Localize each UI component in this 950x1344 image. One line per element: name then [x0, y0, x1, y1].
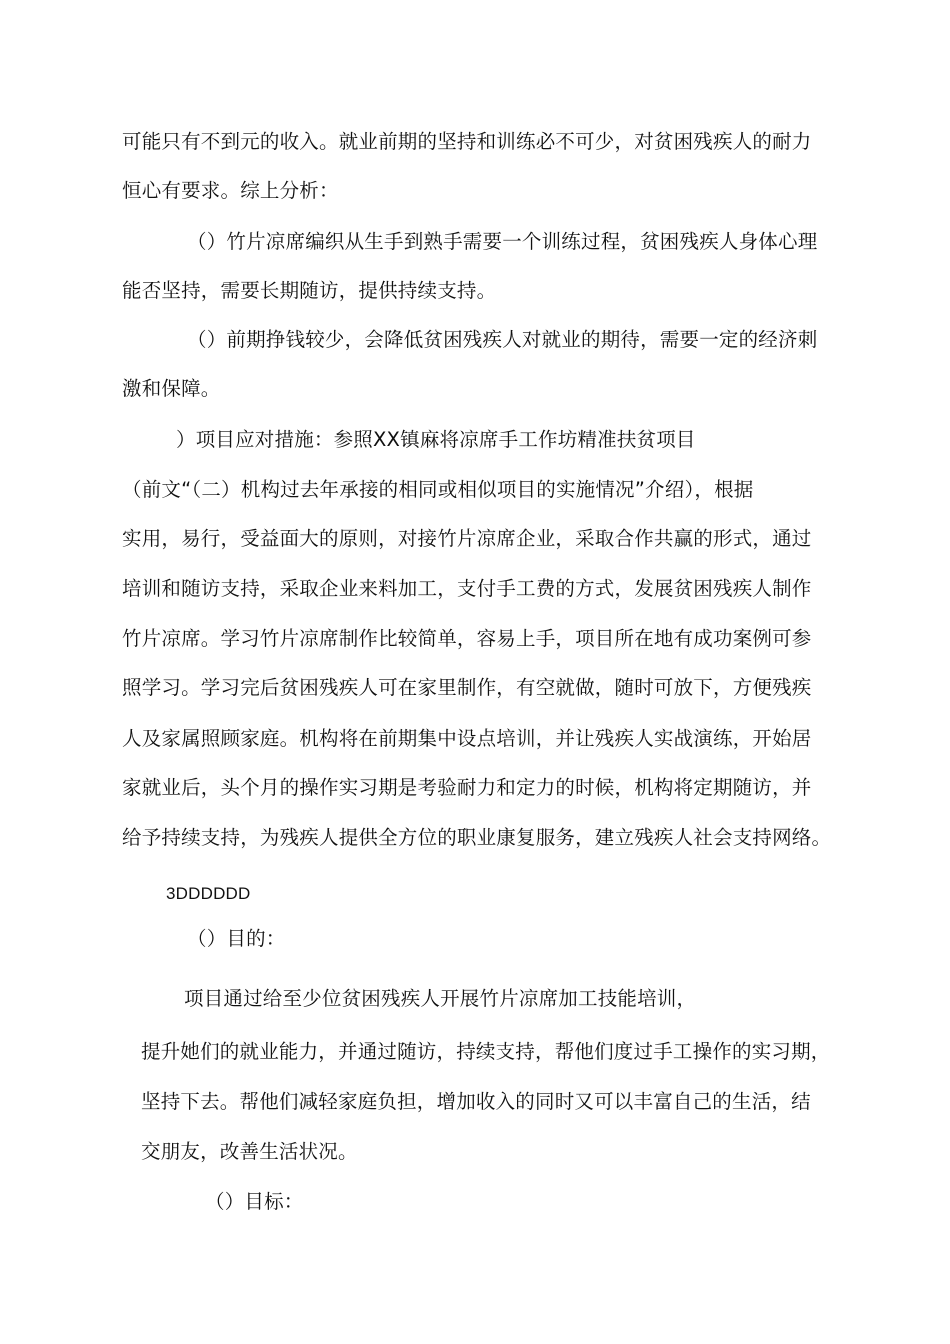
paragraph-line: 能否坚持，需要长期随访，提供持续支持。 — [122, 279, 497, 302]
paragraph-line: 可能只有不到元的收入。就业前期的坚持和训练必不可少，对贫困残疾人的耐力 — [122, 130, 812, 153]
paragraph-line: 竹片凉席。学习竹片凉席制作比较简单，容易上手，项目所在地有成功案例可参 — [122, 627, 812, 650]
subsection-heading: （）目的： — [187, 927, 286, 950]
paragraph-line: 交朋友，改善生活状况。 — [141, 1140, 358, 1163]
paragraph-line: 坚持下去。帮他们减轻家庭负担，增加收入的同时又可以丰富自己的生活，结 — [141, 1090, 811, 1113]
paragraph-line: 实用，易行，受益面大的原则，对接竹片凉席企业，采取合作共赢的形式，通过 — [122, 527, 812, 550]
paragraph-line: 给予持续支持，为残疾人提供全方位的职业康复服务，建立残疾人社会支持网络。 — [122, 826, 832, 849]
section-heading: ）项目应对措施：参照XX镇麻将凉席手工作坊精准扶贫项目 — [176, 428, 696, 451]
paragraph-line: 人及家属照顾家庭。机构将在前期集中设点培训，并让残疾人实战演练，开始居 — [122, 727, 812, 750]
paragraph-line: 家就业后，头个月的操作实习期是考验耐力和定力的时候，机构将定期随访，并 — [122, 776, 812, 799]
paragraph-line: 恒心有要求。综上分析： — [122, 179, 339, 202]
paragraph-line: 照学习。学习完后贫困残疾人可在家里制作，有空就做，随时可放下，方便残疾 — [122, 676, 812, 699]
paragraph-line: 激和保障。 — [122, 377, 221, 400]
paragraph-line: （前文“（二）机构过去年承接的相同或相似项目的实施情况”介绍），根据 — [122, 478, 754, 501]
paragraph-line: （）竹片凉席编织从生手到熟手需要一个训练过程，贫困残疾人身体心理 — [187, 230, 818, 253]
paragraph-line: 提升她们的就业能力，并通过随访，持续支持，帮他们度过手工操作的实习期， — [141, 1040, 831, 1063]
paragraph-line: 项目通过给至少位贫困残疾人开展竹片凉席加工技能培训， — [184, 987, 697, 1010]
paragraph-line: 培训和随访支持，采取企业来料加工，支付手工费的方式，发展贫困残疾人制作 — [122, 577, 812, 600]
subsection-heading: （）目标： — [205, 1190, 304, 1213]
paragraph-line: （）前期挣钱较少，会降低贫困残疾人对就业的期待，需要一定的经济刺 — [187, 328, 818, 351]
section-number: 3DDDDDD — [166, 884, 251, 903]
